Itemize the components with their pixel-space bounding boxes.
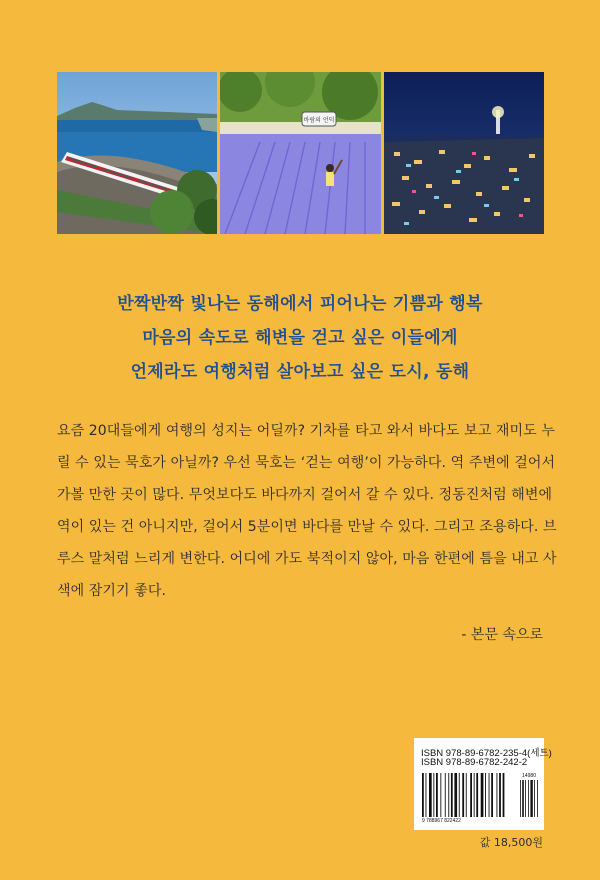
barcode-bar (448, 773, 449, 817)
barcode-bar (451, 773, 453, 817)
barcode-bar (470, 773, 472, 817)
barcode-addon-bar (534, 780, 535, 817)
barcode-bar (466, 773, 467, 817)
barcode-bar (497, 773, 498, 817)
excerpt-line: 색에 잠기기 좋다. (57, 583, 167, 599)
tagline-line-1: 반짝반짝 빛나는 동해에서 피어나는 기쁨과 행복 (117, 294, 483, 314)
excerpt-line: 가볼 만한 곳이 많다. 무엇보다도 바다까지 걸어서 갈 수 있다. 정동진처럼 해변에 (57, 487, 553, 503)
barcode-bar (445, 773, 446, 817)
barcode-addon-bar (528, 780, 529, 817)
tagline-line-3: 언제라도 여행처럼 살아보고 싶은 도시, 동해 (130, 362, 470, 382)
barcode-bar (429, 773, 432, 817)
barcode-bar (499, 773, 501, 817)
isbn-set: ISBN 978-89-6782-235-4(세트) (421, 748, 552, 759)
barcode-bar (422, 773, 424, 817)
barcode-addon-bar (525, 780, 526, 817)
photo-coastal-train (57, 72, 217, 234)
barcode-digits: 9 788967 822422 (422, 818, 461, 823)
barcode-bar (481, 773, 484, 817)
isbn-barcode-box (414, 738, 552, 830)
barcode-addon-bar (537, 780, 538, 817)
night-town-illustration (384, 72, 544, 234)
barcode-bar (462, 773, 464, 817)
barcode-bar (436, 773, 438, 817)
sign-text: 바람의 언덕 (303, 117, 335, 124)
barcode-bar (454, 773, 457, 817)
photo-night-town (384, 72, 544, 234)
barcode-bar (491, 773, 493, 817)
tagline-line-2: 마음의 속도로 해변을 걷고 싶은 이들에게 (142, 328, 458, 348)
lavender-field-illustration (220, 72, 381, 234)
barcode-bar (440, 773, 441, 817)
photo-lavender-field (220, 72, 381, 234)
barcode-addon-bar (530, 780, 532, 817)
excerpt-line: 릴 수 있는 묵호가 아닐까? 우선 묵호는 ‘걷는 여행’이 가능하다. 역 주변에 걸어서 (57, 455, 556, 471)
excerpt-line: 요즘 20대들에게 여행의 성지는 어딜까? 기차를 타고 와서 바다도 보고 재미도 누 (57, 423, 555, 439)
excerpt-line: 루스 말처럼 느리게 변한다. 어디에 가도 북적이지 않아, 마음 한편에 틈을 내고 사 (57, 551, 557, 567)
barcode-addon-number: 14980 (522, 773, 536, 779)
barcode-bar (489, 773, 490, 817)
isbn-single: ISBN 978-89-6782-242-2 (421, 757, 528, 768)
price-label: 값 18,500원 (479, 836, 543, 849)
barcode-graphic (420, 771, 538, 823)
barcode-bar (474, 773, 475, 817)
barcode-bar (433, 773, 434, 817)
barcode-bar (476, 773, 478, 817)
excerpt-source: - 본문 속으로 (461, 627, 543, 643)
barcode-bars (422, 773, 538, 817)
barcode-bar (503, 773, 505, 817)
excerpt-line: 역이 있는 건 아니지만, 걸어서 5분이면 바다를 만날 수 있다. 그리고 조용하다. 브 (57, 519, 557, 535)
barcode-addon-bar (522, 780, 524, 817)
coastal-train-illustration (57, 72, 217, 234)
barcode-addon-bar (520, 780, 521, 817)
barcode-bar (459, 773, 460, 817)
barcode-bar (485, 773, 486, 817)
barcode-bar (426, 773, 427, 817)
